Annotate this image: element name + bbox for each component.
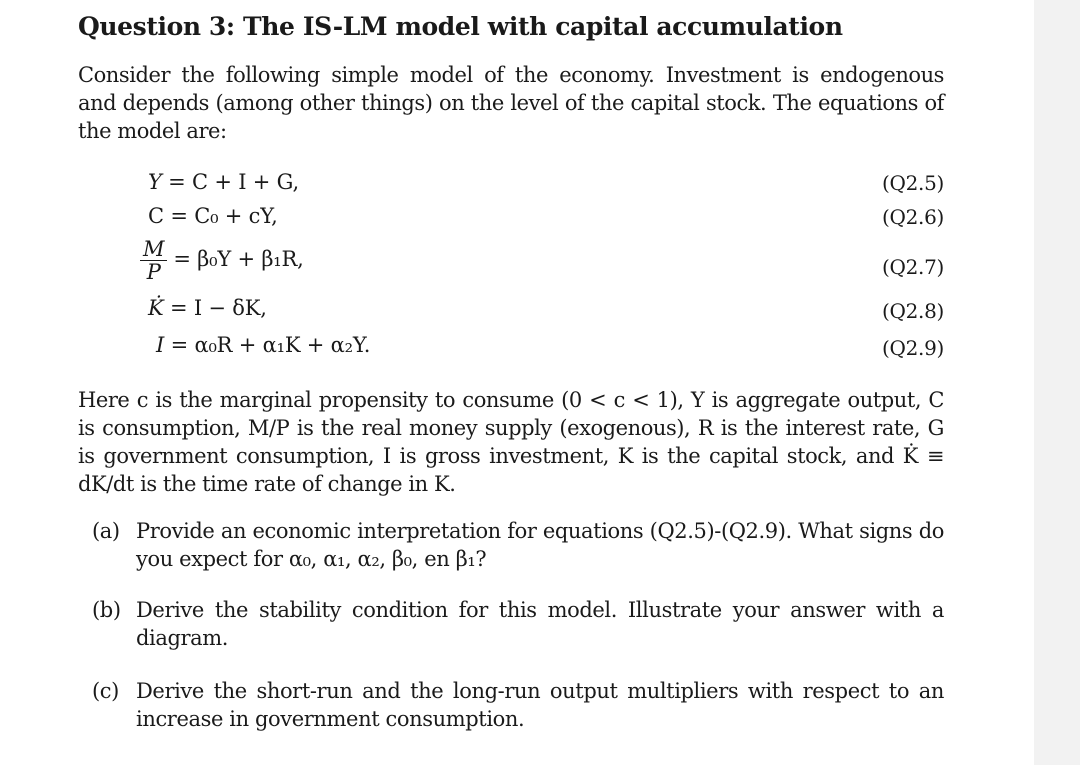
equation-q2-5 (148, 170, 299, 194)
question-title: Question 3: The IS-LM model with capital accumulation (78, 12, 843, 41)
definitions-line: dK/dt is the time rate of change in K. (78, 472, 456, 496)
equation-lhs: I (156, 333, 165, 357)
item-label: (c) (92, 679, 119, 703)
equation-rhs: = C + I + G, (168, 170, 299, 194)
intro-line: the model are: (78, 119, 227, 143)
equation-tag: (Q2.5) (881, 171, 944, 195)
item-line: Derive the stability condition for this model. Illustrate your answer with a (136, 598, 944, 622)
fraction-denominator: P (146, 260, 161, 284)
equation-rhs: = I − δK, (169, 296, 267, 320)
equation-rhs: = α₀R + α₁K + α₂Y. (170, 333, 371, 357)
equation-rhs: = C₀ + cY, (170, 204, 278, 228)
item-text (136, 596, 944, 652)
item-line: diagram. (136, 626, 229, 650)
item-line: increase in government consumption. (136, 707, 525, 731)
item-label: (b) (92, 598, 121, 622)
equation-tag: (Q2.6) (881, 205, 944, 229)
equation-tag: (Q2.7) (881, 255, 944, 279)
equation-rhs: = β₀Y + β₁R, (173, 247, 304, 271)
equation-lhs: Y (148, 170, 162, 194)
definitions-paragraph (78, 386, 944, 498)
equation-tag: (Q2.9) (881, 336, 944, 360)
item-text (136, 517, 944, 573)
money-supply-fraction (140, 238, 167, 283)
equation-q2-7 (140, 238, 304, 283)
right-margin-panel (1034, 0, 1080, 765)
definitions-line: is consumption, M/P is the real money supply (exogenous), R is the interest rate, G (78, 416, 944, 440)
item-label: (a) (92, 519, 120, 543)
definitions-line: Here c is the marginal propensity to consume (0 < c < 1), Y is aggregate output, C (78, 388, 944, 412)
item-line: Derive the short-run and the long-run output multipliers with respect to an (136, 679, 944, 703)
item-line: you expect for α₀, α₁, α₂, β₀, en β₁? (136, 547, 487, 571)
intro-line: and depends (among other things) on the level of the capital stock. The equations of (78, 91, 944, 115)
equation-q2-6 (148, 204, 278, 228)
equation-tag: (Q2.8) (881, 299, 944, 323)
equation-lhs: C (148, 204, 164, 228)
definitions-line: is government consumption, I is gross investment, K is the capital stock, and K̇ ≡ (78, 444, 944, 468)
equation-lhs: K̇ (148, 296, 164, 320)
intro-line: Consider the following simple model of the economy. Investment is endogenous (78, 63, 944, 87)
equation-q2-9 (156, 333, 370, 357)
item-text (136, 677, 944, 733)
item-line: Provide an economic interpretation for equations (Q2.5)-(Q2.9). What signs do (136, 519, 944, 543)
fraction-numerator: M (140, 238, 167, 261)
equation-q2-8 (148, 296, 267, 320)
intro-paragraph (78, 61, 944, 145)
